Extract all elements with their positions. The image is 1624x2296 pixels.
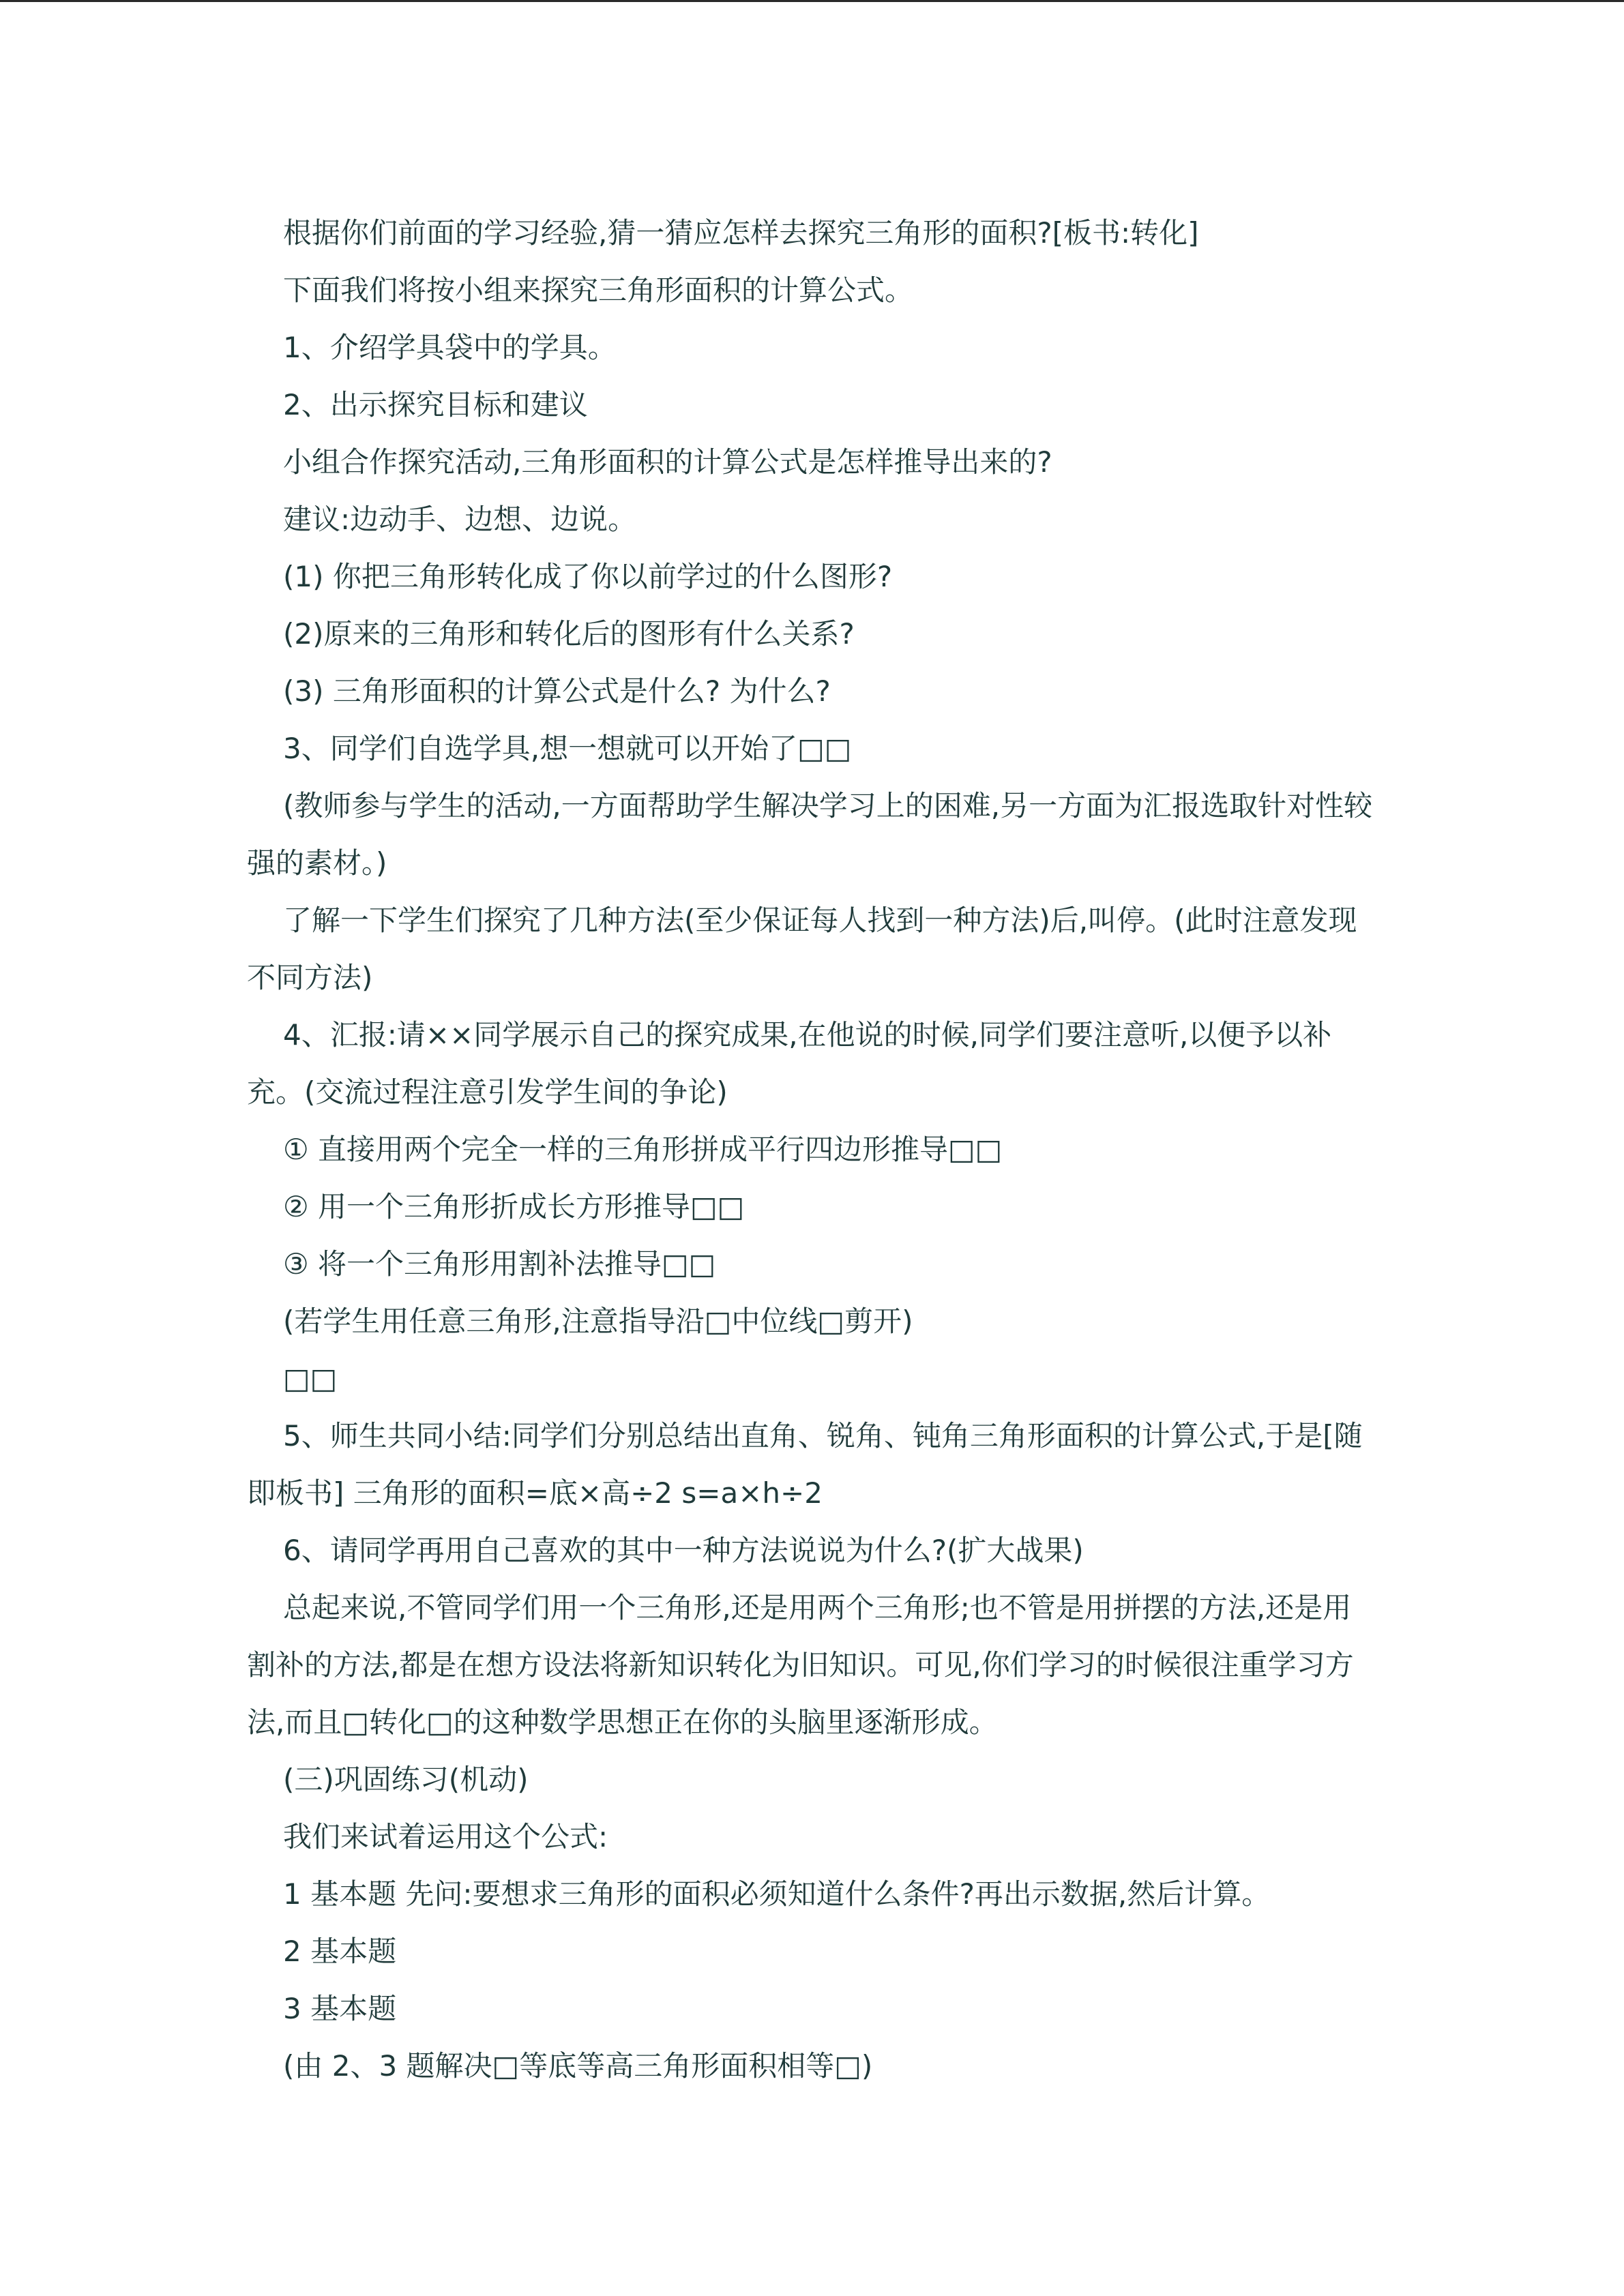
paragraph: (三)巩固练习(机动) bbox=[283, 1763, 529, 1796]
paragraph: 1、介绍学具袋中的学具。 bbox=[283, 331, 617, 364]
paragraph: 2 基本题 bbox=[283, 1935, 397, 1968]
paragraph: 了解一下学生们探究了几种方法(至少保证每人找到一种方法)后,叫停。(此时注意发现不同方法) bbox=[247, 904, 1357, 994]
paragraph: (由 2、3 题解决□等底等高三角形面积相等□) bbox=[283, 2049, 873, 2083]
paragraph: (教师参与学生的活动,一方面帮助学生解决学习上的困难,另一方面为汇报选取针对性较强的素材。) bbox=[247, 789, 1373, 880]
paragraph: 我们来试着运用这个公式: bbox=[283, 1820, 608, 1853]
paragraph: (2)原来的三角形和转化后的图形有什么关系? bbox=[283, 617, 855, 651]
paragraph: 小组合作探究活动,三角形面积的计算公式是怎样推导出来的? bbox=[283, 445, 1052, 479]
paragraph: 1 基本题 先问:要想求三角形的面积必须知道什么条件?再出示数据,然后计算。 bbox=[283, 1877, 1271, 1911]
paragraph: 3 基本题 bbox=[283, 1992, 397, 2025]
paragraph: 6、请同学再用自己喜欢的其中一种方法说说为什么?(扩大战果) bbox=[283, 1534, 1084, 1567]
paragraph: □□ bbox=[283, 1362, 338, 1395]
paragraph: 总起来说,不管同学们用一个三角形,还是用两个三角形;也不管是用拼摆的方法,还是用割补的方法,都是在想方设法将新知识转化为旧知识。可见,你们学习的时候很注重学习方法,而且□转化□的这种数学思想正在你的头脑里逐渐形成。 bbox=[247, 1591, 1354, 1739]
paragraph: 建议:边动手、边想、边说。 bbox=[283, 503, 637, 536]
paragraph: (若学生用任意三角形,注意指导沿□中位线□剪开) bbox=[283, 1304, 913, 1338]
paragraph: 2、出示探究目标和建议 bbox=[283, 388, 588, 421]
paragraph: (1) 你把三角形转化成了你以前学过的什么图形? bbox=[283, 560, 893, 593]
document-page bbox=[247, 205, 1379, 2095]
paragraph: ② 用一个三角形折成长方形推导□□ bbox=[283, 1190, 745, 1223]
page-top-border bbox=[0, 0, 1624, 2]
paragraph: ③ 将一个三角形用割补法推导□□ bbox=[283, 1247, 716, 1281]
paragraph: 下面我们将按小组来探究三角形面积的计算公式。 bbox=[283, 273, 914, 307]
paragraph: 5、师生共同小结:同学们分别总结出直角、锐角、钝角三角形面积的计算公式,于是[随即板书] 三角形的面积=底×高÷2 s=a×h÷2 bbox=[247, 1419, 1363, 1510]
paragraph: 4、汇报:请××同学展示自己的探究成果,在他说的时候,同学们要注意听,以便予以补充。(交流过程注意引发学生间的争论) bbox=[247, 1018, 1332, 1109]
paragraph: 根据你们前面的学习经验,猜一猜应怎样去探究三角形的面积?[板书:转化] bbox=[283, 216, 1199, 250]
paragraph: (3) 三角形面积的计算公式是什么? 为什么? bbox=[283, 674, 831, 708]
paragraph: ① 直接用两个完全一样的三角形拼成平行四边形推导□□ bbox=[283, 1133, 1003, 1166]
paragraph: 3、同学们自选学具,想一想就可以开始了□□ bbox=[283, 732, 852, 765]
